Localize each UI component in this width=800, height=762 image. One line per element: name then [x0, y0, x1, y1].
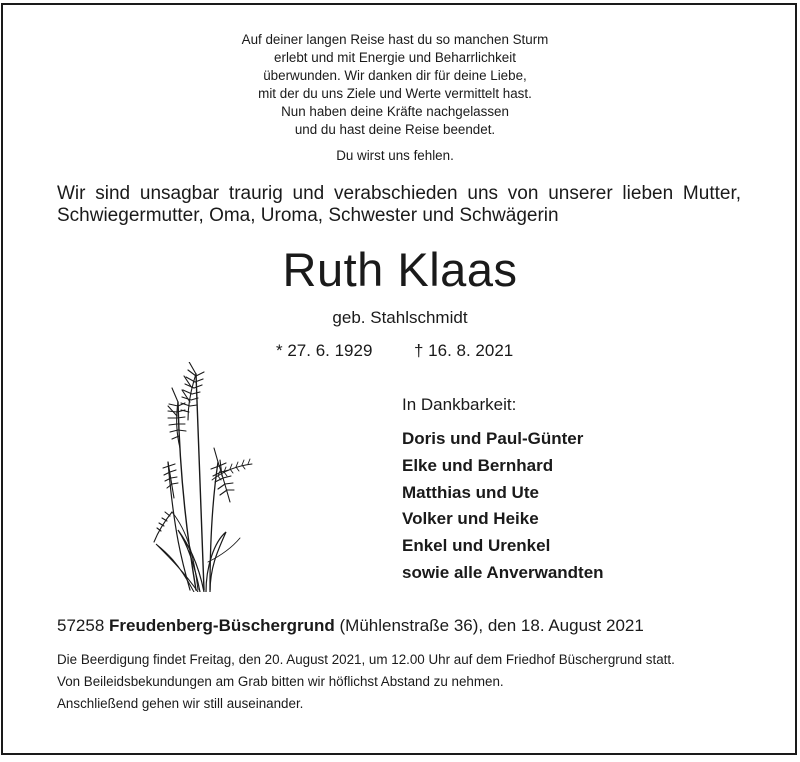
- mourners-heading: In Dankbarkeit:: [402, 395, 517, 414]
- mourners-list: [402, 426, 604, 587]
- poem-line: und du hast deine Reise beendet.: [294, 122, 496, 137]
- address-place: Freudenberg-Büschergrund: [109, 616, 335, 635]
- poem-line: erlebt und mit Energie und Beharrlichkeit: [274, 50, 516, 65]
- intro-line: Wir sind unsagbar traurig und verabschieden uns von unserer lieben Mutter,: [57, 183, 741, 204]
- maiden-name: geb. Stahlschmidt: [332, 308, 468, 327]
- wheat-icon: [148, 362, 258, 592]
- poem-closing: Du wirst uns fehlen.: [336, 148, 454, 163]
- note-funeral: Die Beerdigung findet Freitag, den 20. August 2021, um 12.00 Uhr auf dem Friedhof Büschergrund statt.: [57, 652, 675, 667]
- funeral-notes: [57, 651, 747, 713]
- address-rest: (Mühlenstraße 36), den 18. August 2021: [339, 616, 644, 635]
- deceased-name: Ruth Klaas: [282, 243, 518, 296]
- poem: [150, 31, 640, 165]
- mourner-name: sowie alle Anverwandten: [402, 562, 604, 582]
- birth-date: * 27. 6. 1929: [276, 341, 373, 360]
- address-zip: 57258: [57, 616, 105, 635]
- intro-line: Schwiegermutter, Oma, Uroma, Schwester und Schwägerin: [57, 205, 559, 226]
- note-condolences: Von Beileidsbekundungen am Grab bitten wir höflichst Abstand zu nehmen.: [57, 674, 504, 689]
- mourner-name: Elke und Bernhard: [402, 455, 554, 475]
- mourner-name: Doris und Paul-Günter: [402, 429, 584, 448]
- mourner-name: Enkel und Urenkel: [402, 536, 551, 556]
- note-closing: Anschließend gehen wir still auseinander.: [57, 696, 304, 711]
- poem-line: Auf deiner langen Reise hast du so manchen Sturm: [241, 32, 549, 47]
- death-date: † 16. 8. 2021: [414, 341, 514, 360]
- poem-line: überwunden. Wir danken dir für deine Liebe,: [263, 68, 527, 83]
- address-line: [57, 615, 644, 637]
- poem-line: Nun haben deine Kräfte nachgelassen: [281, 104, 509, 119]
- mourner-name: Volker und Heike: [402, 509, 539, 529]
- intro-text: [57, 183, 741, 227]
- poem-line: mit der du uns Ziele und Werte vermittelt hast.: [258, 86, 532, 101]
- mourner-name: Matthias und Ute: [402, 482, 539, 502]
